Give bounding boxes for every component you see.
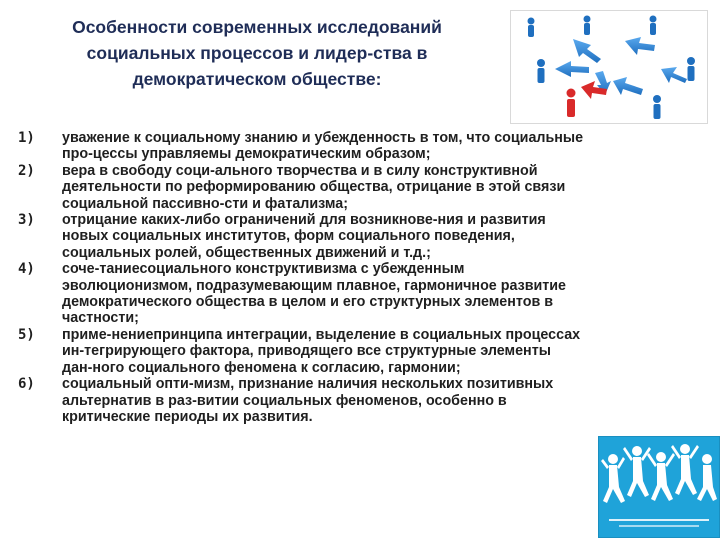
item-number: 2): [18, 162, 35, 179]
jumping-people-illustration: [598, 436, 720, 538]
item-text-line: частности;: [62, 310, 139, 327]
item-number: 1): [18, 130, 35, 146]
item-number: 5): [18, 326, 35, 343]
item-text-line: приме-нениепринципа интеграции, выделение в социальных процессах: [62, 326, 581, 343]
item-text-line: эволюционизмом, подразумевающим плавное, гармоничное развитие: [62, 277, 567, 294]
item-text-line: уважение к социальному знанию и убежденность в том, что социальные: [62, 130, 584, 146]
list-item: [18, 212, 698, 261]
list-item: [18, 327, 698, 376]
item-text-line: социальной пассивно-сти и фатализма;: [62, 195, 349, 212]
slide-title: [18, 14, 496, 92]
list-item: [18, 376, 698, 425]
item-number: 4): [18, 261, 35, 278]
features-list: [18, 130, 698, 425]
item-text-line: критические периоды их развития.: [62, 408, 313, 425]
item-text-line: новых социальных институтов, форм социального поведения,: [62, 228, 515, 245]
item-number: 6): [18, 376, 35, 393]
item-text-line: дан-ного социального феномена к согласию, гармонии;: [62, 359, 461, 376]
item-text-line: отрицание каких-либо ограничений для возникнове-ния и развития: [62, 212, 546, 229]
item-text-line: социальных ролей, общественных движений и т.д.;: [62, 244, 431, 261]
item-text-line: деятельности по реформированию общества, отрицание в этой связи: [62, 179, 566, 196]
title-line: Особенности современных исследований: [72, 17, 442, 37]
item-text-line: вера в свободу соци-ального творчества и в силу конструктивной: [62, 162, 538, 179]
list-item: [18, 130, 698, 163]
item-text-line: соче-таниесоциального конструктивизма с убежденным: [62, 261, 465, 278]
title-line: социальных процессов и лидер-ства в: [86, 43, 428, 63]
item-text-line: про-цессы управляемы демократическим образом;: [62, 146, 431, 163]
list-item: [18, 163, 698, 212]
item-text-line: демократического общества в целом и его структурных элементов в: [62, 294, 553, 311]
title-line: демократическом обществе:: [132, 69, 382, 89]
item-text-line: ин-тегрирующего фактора, приводящего все структурные элементы: [62, 343, 551, 360]
item-text-line: альтернатив в раз-витии социальных феноменов, особенно в: [62, 392, 507, 409]
people-arrows-illustration: [510, 10, 708, 124]
list-item: [18, 261, 698, 327]
item-text-line: социальный опти-мизм, признание наличия нескольких позитивных: [62, 376, 554, 393]
item-number: 3): [18, 212, 35, 229]
